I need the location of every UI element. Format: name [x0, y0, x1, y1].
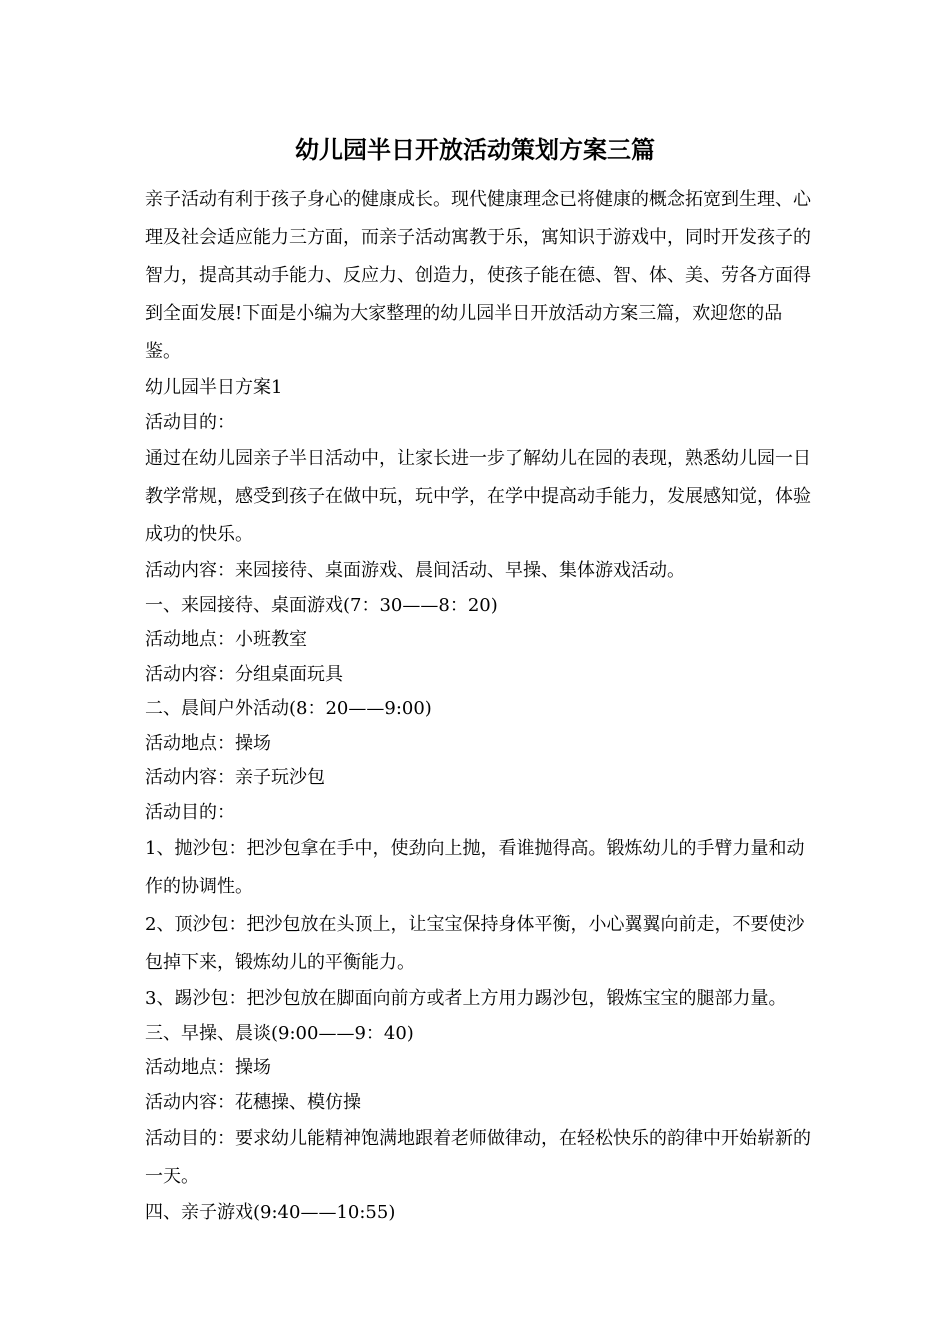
location-line: 活动地点：操场: [145, 732, 271, 754]
location-line: 活动地点：小班教室: [145, 629, 307, 650]
plan-heading: 幼儿园半日方案1: [145, 377, 283, 398]
section-heading-3: 三、早操、晨谈(9:00——9：40): [145, 1022, 414, 1044]
list-item: 3、踢沙包：把沙包放在脚面向前方或者上方用力踢沙包，锻炼宝宝的腿部力量。: [145, 988, 787, 1009]
purpose-paragraph: 通过在幼儿园亲子半日活动中，让家长进一步了解幼儿在园的表现，熟悉幼儿园一日教学常规，感受到孩子在做中玩，玩中学，在学中提高动手能力，发展感知觉，体验成功的快乐。: [145, 448, 811, 545]
content-line: 活动内容：分组桌面玩具: [145, 663, 343, 685]
list-item: 2、顶沙包：把沙包放在头顶上，让宝宝保持身体平衡，小心翼翼向前走，不要使沙包掉下来，锻炼幼儿的平衡能力。: [145, 914, 805, 973]
purpose-label: 活动目的：: [145, 411, 235, 433]
document-body: [145, 181, 817, 1231]
section-heading-4: 四、亲子游戏(9:40——10:55): [145, 1202, 396, 1223]
section-heading-1: 一、来园接待、桌面游戏(7：30——8：20): [145, 594, 498, 616]
list-item: 1、抛沙包：把沙包拿在手中，使劲向上抛，看谁抛得高。锻炼幼儿的手臂力量和动作的协调性。: [145, 838, 805, 897]
content-paragraph: 活动内容：来园接待、桌面游戏、晨间活动、早操、集体游戏活动。: [145, 560, 685, 581]
content-line: 活动内容：花穗操、模仿操: [145, 1091, 361, 1113]
section-heading-2: 二、晨间户外活动(8：20——9:00): [145, 698, 432, 719]
content-line: 活动内容：亲子玩沙包: [145, 767, 325, 788]
purpose-label: 活动目的：: [145, 801, 235, 823]
document-title: 幼儿园半日开放活动策划方案三篇: [295, 135, 655, 164]
intro-paragraph: 亲子活动有利于孩子身心的健康成长。现代健康理念已将健康的概念拓宽到生理、心理及社会适应能力三方面，而亲子活动寓教于乐，寓知识于游戏中，同时开发孩子的智力，提高其动手能力、反应力、创造力，使孩子能在德、智、体、美、劳各方面得到全面发展!下面是小编为大家整理的幼儿园半日开放活动方案三篇，欢迎您的品鉴。: [145, 189, 811, 362]
location-line: 活动地点：操场: [145, 1057, 271, 1078]
purpose-paragraph: 活动目的：要求幼儿能精神饱满地跟着老师做律动，在轻松快乐的韵律中开始崭新的一天。: [145, 1128, 811, 1187]
